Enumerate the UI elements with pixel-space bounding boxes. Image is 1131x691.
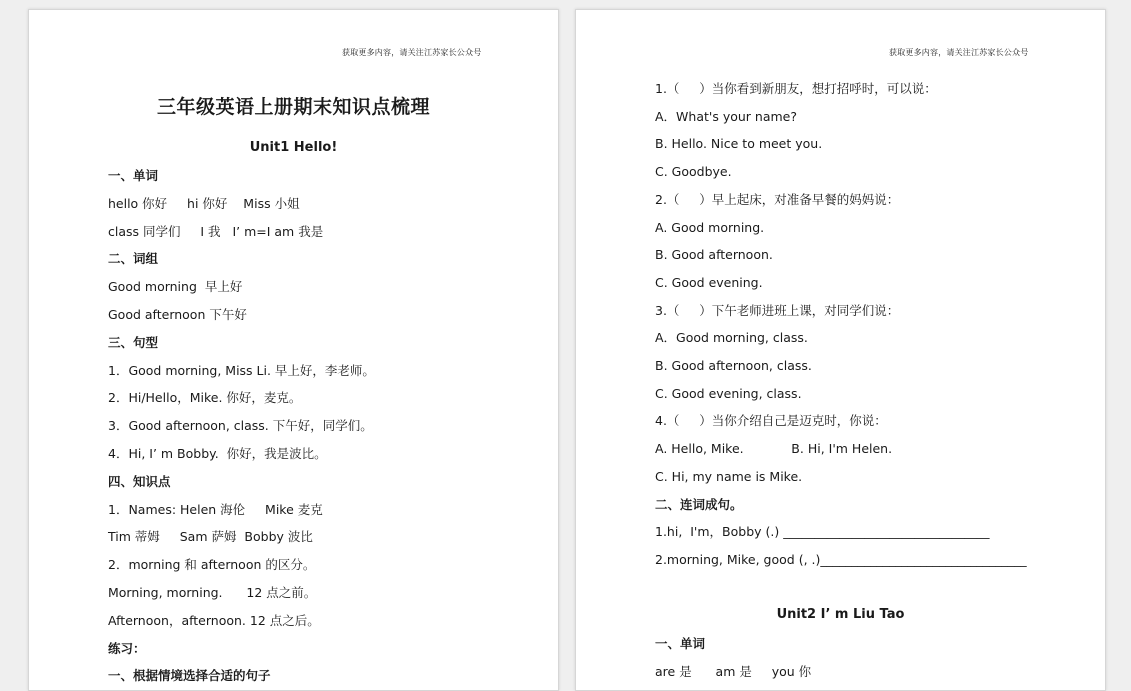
text-line: A．What's your name? <box>655 108 797 124</box>
section-heading: 一、根据情境选择合适的句子 <box>108 668 271 684</box>
text-line: 1．Names: Helen 海伦 Mike 麦克 <box>108 501 323 517</box>
text-line: class 同学们 I 我 I’ m=I am 我是 <box>108 223 324 239</box>
text-line: 1.hi, I'm，Bobby (.) _________________________________ <box>655 524 990 540</box>
section-heading: 一、单词 <box>108 168 159 183</box>
section-heading: 练习： <box>108 640 146 656</box>
text-line: 2．morning 和 afternoon 的区分。 <box>108 557 316 573</box>
text-line: 3．Good afternoon, class. 下午好，同学们。 <box>108 418 373 434</box>
text-line: B. Good afternoon, class. <box>655 358 812 373</box>
text-line: 2．Hi/Hello，Mike. 你好，麦克。 <box>108 390 302 406</box>
text-line: 4．Hi, I’ m Bobby. 你好，我是波比。 <box>108 446 327 461</box>
document-title: 三年级英语上册期末知识点梳理 <box>156 96 430 118</box>
section-heading: 三、句型 <box>108 334 159 350</box>
text-line: Tim 蒂姆 Sam 萨姆 Bobby 波比 <box>108 529 313 545</box>
text-line: Good afternoon 下午好 <box>108 307 247 322</box>
unit2-title: Unit2 I’ m Liu Tao <box>776 607 905 622</box>
unit-title: Unit1 Hello! <box>249 140 338 155</box>
text-line: are 是 am 是 you 你 <box>655 663 812 679</box>
text-line: B. Good afternoon. <box>655 247 773 263</box>
text-line: 1．Good morning, Miss Li. 早上好，李老师。 <box>108 362 375 378</box>
text-line: 2.morning, Mike, good (, .)_________________________________ <box>655 551 1027 567</box>
header-note: 获取更多内容，请关注江苏家长公众号 <box>889 48 1029 57</box>
text-line: B. Hello. Nice to meet you. <box>655 136 823 152</box>
text-line: C. Goodbye. <box>655 164 732 180</box>
section-heading: 二、词组 <box>108 251 159 267</box>
text-line: A. Hello, Mike. B. Hi, I'm Helen. <box>655 441 893 457</box>
document-page-left <box>28 9 559 691</box>
document-page-right <box>575 9 1106 691</box>
text-line: 1.（ ）当你看到新朋友，想打招呼时，可以说： <box>655 81 937 96</box>
text-line: Afternoon，afternoon. 12 点之后。 <box>108 612 320 628</box>
text-line: C. Good evening. <box>655 274 763 290</box>
text-line: 3.（ ）下午老师进班上课，对同学们说： <box>655 302 900 318</box>
text-line: A. Good morning. <box>655 219 765 235</box>
text-line: C. Hi, my name is Mike. <box>655 468 803 484</box>
section-heading: 一、单词 <box>655 636 706 651</box>
section-heading: 四、知识点 <box>108 473 171 489</box>
section-heading: 二、连词成句。 <box>655 496 743 512</box>
text-line: C. Good evening, class. <box>655 385 802 401</box>
text-line: Good morning 早上好 <box>108 279 243 295</box>
header-note: 获取更多内容，请关注江苏家长公众号 <box>342 48 482 57</box>
text-line: 4.（ ）当你介绍自己是迈克时，你说： <box>655 413 887 429</box>
text-line: 2.（ ）早上起床，对准备早餐的妈妈说： <box>655 191 900 207</box>
text-line: Morning, morning. 12 点之前。 <box>108 585 317 600</box>
text-line: hello 你好 hi 你好 Miss 小姐 <box>108 195 300 211</box>
text-line: A．Good morning, class. <box>655 330 808 346</box>
